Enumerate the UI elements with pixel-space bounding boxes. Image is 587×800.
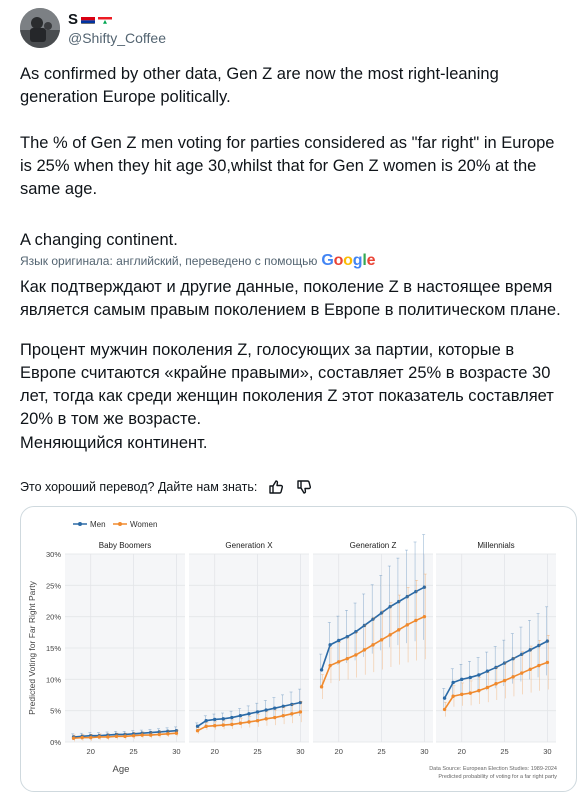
data-point-women	[486, 686, 489, 689]
data-point-men	[529, 648, 532, 651]
y-tick-label: 25%	[45, 581, 61, 591]
data-point-men	[247, 712, 250, 715]
data-point-women	[89, 736, 92, 739]
data-point-men	[423, 586, 426, 589]
data-point-women	[320, 685, 323, 688]
tweet-header	[20, 8, 560, 48]
data-point-women	[264, 717, 267, 720]
thumbs-down-icon[interactable]	[295, 478, 313, 496]
legend-men-marker	[78, 522, 82, 526]
data-point-women	[511, 675, 514, 678]
x-tick-label: 20	[210, 747, 219, 756]
data-point-women	[196, 729, 199, 732]
data-point-women	[166, 732, 169, 735]
data-point-women	[388, 633, 391, 636]
x-tick-label: 25	[377, 747, 386, 756]
data-point-women	[363, 648, 366, 651]
panel-title: Generation Z	[349, 541, 397, 550]
data-point-men	[469, 676, 472, 679]
x-axis-title: Age	[112, 764, 130, 775]
data-point-women	[230, 723, 233, 726]
data-point-men	[443, 696, 446, 699]
data-point-men	[299, 701, 302, 704]
data-point-men	[371, 617, 374, 620]
data-point-women	[537, 664, 540, 667]
avatar-image	[20, 8, 60, 48]
data-point-women	[494, 682, 497, 685]
data-point-women	[222, 723, 225, 726]
data-point-women	[175, 732, 178, 735]
data-point-women	[213, 724, 216, 727]
y-tick-label: 15%	[45, 644, 61, 653]
data-source-note: Data Source: European Election Studies: 1989-2024	[429, 766, 557, 772]
data-point-women	[299, 710, 302, 713]
post-media-chart[interactable]	[20, 506, 577, 792]
x-tick-label: 25	[129, 747, 138, 756]
data-point-women	[106, 735, 109, 738]
translated-paragraph-3: Меняющийся континент.	[20, 434, 208, 452]
data-point-women	[520, 671, 523, 674]
translated-paragraph-1: Как подтверждают и другие данные, поколение Z в настоящее время является самым правым поколением в Европе в политическом плане.	[20, 278, 561, 319]
data-point-women	[273, 716, 276, 719]
panel-title: Baby Boomers	[98, 541, 152, 550]
data-point-women	[115, 735, 118, 738]
data-point-men	[414, 590, 417, 593]
data-point-men	[397, 600, 400, 603]
data-point-men	[363, 624, 366, 627]
lebanon-flag-icon	[98, 14, 112, 24]
data-point-women	[239, 722, 242, 725]
x-tick-label: 30	[296, 747, 305, 756]
data-point-women	[123, 735, 126, 738]
x-tick-label: 30	[543, 747, 552, 756]
data-point-women	[337, 660, 340, 663]
data-point-women	[204, 725, 207, 728]
data-point-men	[388, 605, 391, 608]
data-point-women	[423, 615, 426, 618]
data-point-women	[529, 668, 532, 671]
y-tick-label: 30%	[45, 550, 61, 559]
legend-women-marker	[118, 522, 122, 526]
data-point-women	[158, 733, 161, 736]
y-axis-title: Predicted Voting for Far Right Party	[27, 581, 37, 715]
data-point-men	[222, 717, 225, 720]
panel-title: Millennials	[477, 541, 515, 550]
data-point-men	[328, 643, 331, 646]
data-point-men	[264, 708, 267, 711]
data-point-women	[371, 643, 374, 646]
post-paragraph-3: A changing continent.	[20, 231, 178, 249]
translated-paragraph-2: Процент мужчин поколения Z, голосующих за партии, которые в Европе считаются «крайне правыми», составляет 25% в возрасте 30 лет, тогда как среди женщин поколения Z этот показатель составляет 20% в том же возрасте.	[20, 341, 554, 428]
y-tick-label: 5%	[50, 706, 61, 716]
google-logo: Google	[321, 252, 376, 269]
data-point-women	[477, 689, 480, 692]
data-point-women	[460, 693, 463, 696]
data-point-women	[256, 719, 259, 722]
panel-title: Generation X	[225, 541, 273, 550]
post-paragraph-2: The % of Gen Z men voting for parties considered as "far right" in Europe is 25% when they hit age 30,whilst that for Gen Z women is 20% at the same age.	[20, 134, 555, 198]
legend-women-label: Women	[130, 520, 158, 529]
avatar[interactable]	[20, 8, 60, 48]
data-point-women	[346, 657, 349, 660]
data-point-men	[486, 669, 489, 672]
data-point-women	[149, 733, 152, 736]
data-point-men	[460, 678, 463, 681]
data-point-women	[140, 733, 143, 736]
data-point-men	[230, 716, 233, 719]
data-point-women	[406, 623, 409, 626]
data-point-men	[380, 611, 383, 614]
x-tick-label: 30	[420, 747, 429, 756]
translation-note-text: Язык оригинала: английский, переведено с помощью	[20, 254, 318, 268]
user-handle[interactable]: @Shifty_Coffee	[68, 29, 167, 46]
x-tick-label: 25	[253, 747, 262, 756]
data-point-men	[320, 668, 323, 671]
data-point-men	[537, 644, 540, 647]
x-tick-label: 30	[172, 747, 181, 756]
data-point-women	[414, 619, 417, 622]
data-point-women	[247, 720, 250, 723]
data-point-women	[397, 628, 400, 631]
data-point-men	[337, 639, 340, 642]
data-point-men	[520, 653, 523, 656]
data-point-women	[290, 712, 293, 715]
thumbs-up-icon[interactable]	[267, 478, 285, 496]
y-tick-label: 10%	[45, 675, 61, 685]
x-tick-label: 20	[334, 747, 343, 756]
data-point-men	[204, 719, 207, 722]
feedback-prompt: Это хороший перевод? Дайте нам знать:	[20, 480, 258, 494]
display-name[interactable]: S	[68, 10, 79, 28]
data-point-women	[546, 661, 549, 664]
post-paragraph-1: As confirmed by other data, Gen Z are now the most right-leaning generation Europe politically.	[20, 65, 499, 106]
data-point-women	[98, 735, 101, 738]
data-point-men	[213, 718, 216, 721]
data-point-women	[503, 679, 506, 682]
data-source-subtitle: Predicted probability of voting for a far right party	[438, 774, 557, 780]
data-point-men	[451, 681, 454, 684]
translation-note	[20, 252, 375, 270]
data-point-women	[354, 653, 357, 656]
data-point-women	[443, 708, 446, 711]
y-tick-label: 0%	[50, 738, 61, 747]
data-point-women	[469, 691, 472, 694]
data-point-men	[477, 673, 480, 676]
data-point-men	[354, 630, 357, 633]
data-point-women	[328, 664, 331, 667]
data-point-women	[282, 714, 285, 717]
y-tick-label: 20%	[45, 612, 61, 622]
data-point-women	[451, 695, 454, 698]
data-point-men	[546, 639, 549, 642]
translation-feedback	[20, 478, 313, 496]
data-point-men	[239, 714, 242, 717]
x-tick-label: 20	[457, 747, 466, 756]
data-point-men	[406, 595, 409, 598]
far-right-voting-chart	[21, 507, 577, 792]
data-point-men	[256, 710, 259, 713]
data-point-women	[380, 638, 383, 641]
data-point-men	[273, 706, 276, 709]
x-tick-label: 20	[86, 747, 95, 756]
data-point-women	[72, 737, 75, 740]
data-point-women	[132, 734, 135, 737]
x-tick-label: 25	[500, 747, 509, 756]
legend-men-label: Men	[90, 520, 106, 529]
data-point-women	[80, 736, 83, 739]
armenia-flag-icon	[81, 14, 95, 24]
